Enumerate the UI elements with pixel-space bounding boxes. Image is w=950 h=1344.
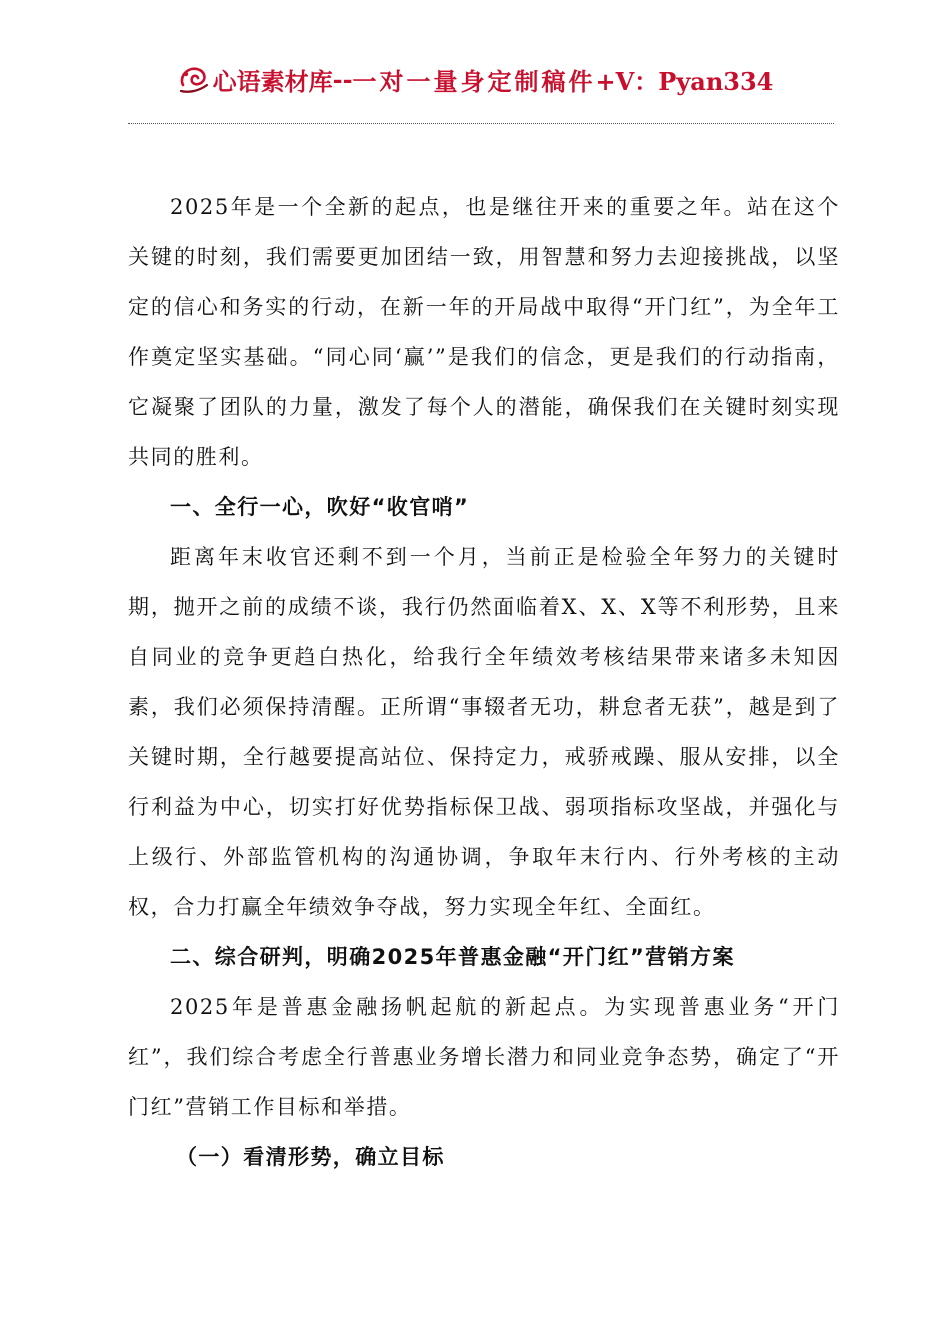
section-1-paragraph: 距离年末收官还剩不到一个月，当前正是检验全年努力的关键时期，抛开之前的成绩不谈，我行仍然面临着X、X、X等不利形势，且来自同业的竞争更趋白热化，给我行全年绩效考核结果带来诸多未知因素，我们必须保持清醒。正所谓“事辍者无功，耕怠者无获”，越是到了关键时期，全行越要提高站位、保持定力，戒骄戒躁、服从安排，以全行利益为中心，切实打好优势指标保卫战、弱项指标攻坚战，并强化与上级行、外部监管机构的沟通协调，争取年末行内、行外考核的主动权，合力打赢全年绩效争夺战，努力实现全年红、全面红。 — [128, 545, 840, 919]
section-2-heading: 二、综合研判，明确2025年普惠金融“开门红”营销方案 — [170, 945, 735, 969]
page-header — [0, 62, 950, 102]
brand-name: 心语素材库 — [212, 67, 333, 96]
header-separator: -- — [332, 65, 353, 94]
header-tagline: 一对一量身定制稿件 — [352, 67, 596, 96]
subsection-1-heading: （一）看清形势，确立目标 — [176, 1145, 445, 1169]
swirl-logo-icon — [177, 63, 211, 97]
header-divider — [128, 123, 834, 124]
intro-paragraph: 2025年是一个全新的起点，也是继往开来的重要之年。站在这个关键的时刻，我们需要更加团结一致，用智慧和努力去迎接挑战，以坚定的信心和务实的行动，在新一年的开局战中取得“开门红”，为全年工作奠定坚实基础。“同心同‘赢’”是我们的信念，更是我们的行动指南，它凝聚了团队的力量，激发了每个人的潜能，确保我们在关键时刻实现共同的胜利。 — [128, 195, 840, 469]
header-contact: +V：Pyan334 — [595, 67, 774, 96]
section-1-heading: 一、全行一心，吹好“收官哨” — [170, 495, 470, 519]
header-banner — [177, 62, 774, 97]
document-body — [128, 182, 840, 1182]
section-2-paragraph: 2025年是普惠金融扬帆起航的新起点。为实现普惠业务“开门红”，我们综合考虑全行普惠业务增长潜力和同业竞争态势，确定了“开门红”营销工作目标和举措。 — [128, 995, 840, 1119]
